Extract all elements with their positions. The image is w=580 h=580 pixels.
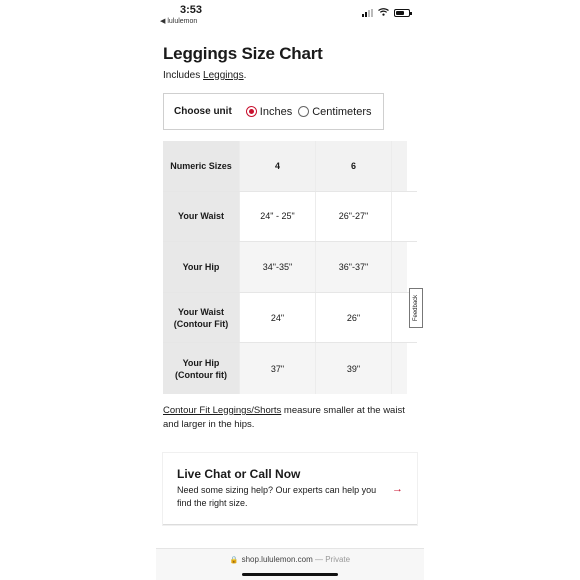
unit-label: Choose unit bbox=[174, 106, 232, 117]
includes-line bbox=[163, 70, 246, 81]
status-bar bbox=[156, 0, 424, 30]
table-row bbox=[163, 242, 417, 293]
row-header: Your Waist bbox=[163, 192, 239, 242]
inches-radio[interactable] bbox=[246, 106, 292, 118]
inches-label: Inches bbox=[259, 105, 293, 118]
radio-unselected-icon bbox=[298, 106, 309, 117]
table-cell: 24" bbox=[239, 293, 315, 343]
row-header: Numeric Sizes bbox=[163, 141, 239, 191]
row-header: Your Hip (Contour fit) bbox=[163, 343, 239, 394]
table-cell-overflow bbox=[391, 141, 407, 191]
table-cell-overflow bbox=[391, 343, 407, 394]
chat-title: Live Chat or Call Now bbox=[177, 467, 301, 481]
url-domain: shop.lululemon.com bbox=[241, 555, 313, 564]
row-header: Your Waist (Contour Fit) bbox=[163, 293, 239, 343]
table-cell: 24" - 25" bbox=[239, 192, 315, 242]
contour-fit-link[interactable]: Contour Fit Leggings/Shorts bbox=[163, 405, 282, 416]
back-to-app-link[interactable]: ◀ lululemon bbox=[160, 18, 198, 25]
lock-icon: 🔒 bbox=[229, 557, 239, 564]
size-chart-table bbox=[163, 141, 420, 394]
feedback-label: Feedback bbox=[413, 294, 420, 322]
private-label: Private bbox=[325, 555, 351, 564]
note-text: measure smaller at the waist and larger in the hips. bbox=[163, 405, 405, 430]
table-cell: 26"-27" bbox=[315, 192, 391, 242]
phone-screen bbox=[156, 0, 424, 580]
table-row bbox=[163, 192, 417, 243]
url-separator: — bbox=[312, 555, 326, 564]
table-cell-overflow bbox=[391, 192, 407, 242]
home-indicator[interactable] bbox=[242, 573, 338, 576]
unit-selector bbox=[163, 93, 384, 130]
left-margin bbox=[0, 0, 156, 580]
contour-fit-note bbox=[163, 404, 417, 432]
table-cell: 26" bbox=[315, 293, 391, 343]
table-cell-overflow bbox=[391, 242, 407, 292]
radio-selected-icon bbox=[246, 106, 257, 117]
table-cell-overflow bbox=[391, 293, 407, 343]
battery-icon bbox=[394, 9, 410, 17]
table-row bbox=[163, 141, 417, 192]
row-header: Your Hip bbox=[163, 242, 239, 292]
url-text bbox=[156, 555, 424, 564]
status-time: 3:53 bbox=[180, 4, 203, 16]
live-chat-card[interactable] bbox=[163, 453, 417, 525]
leggings-link[interactable]: Leggings bbox=[203, 70, 244, 81]
table-cell: 4 bbox=[239, 141, 315, 191]
includes-suffix: . bbox=[243, 70, 247, 81]
signal-icon bbox=[362, 9, 373, 17]
page-title: Leggings Size Chart bbox=[163, 44, 323, 63]
centimeters-label: Centimeters bbox=[312, 105, 372, 118]
chat-description: Need some sizing help? Our experts can help you find the right size. bbox=[177, 485, 377, 508]
centimeters-radio[interactable] bbox=[298, 106, 371, 118]
table-cell: 39" bbox=[315, 343, 391, 394]
table-row bbox=[163, 343, 417, 394]
table-cell: 37" bbox=[239, 343, 315, 394]
table-cell: 6 bbox=[315, 141, 391, 191]
arrow-right-icon: → bbox=[392, 483, 403, 495]
table-cell: 36"-37" bbox=[315, 242, 391, 292]
includes-prefix: Includes bbox=[163, 70, 204, 81]
feedback-tab[interactable] bbox=[409, 288, 423, 328]
table-cell: 34"-35" bbox=[239, 242, 315, 292]
right-margin bbox=[424, 0, 580, 580]
browser-url-bar[interactable] bbox=[156, 548, 424, 580]
status-icons bbox=[362, 8, 410, 17]
wifi-icon bbox=[378, 8, 389, 17]
table-row bbox=[163, 293, 420, 344]
